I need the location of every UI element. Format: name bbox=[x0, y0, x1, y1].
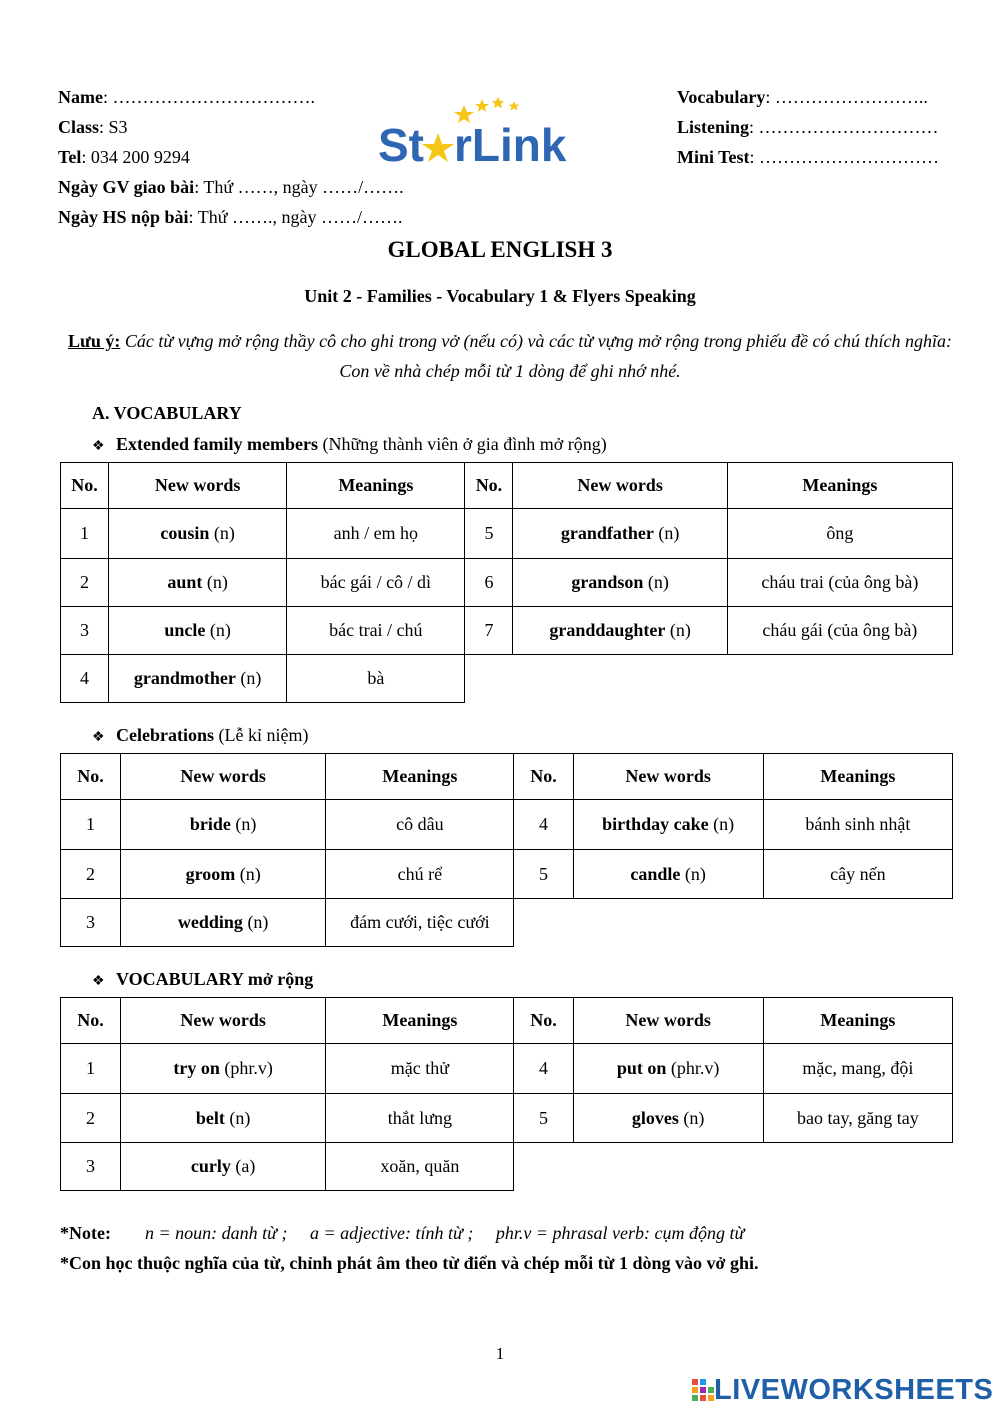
new-word-cell bbox=[109, 509, 287, 559]
row-number: 3 bbox=[61, 607, 109, 655]
header-new-words-left: New words bbox=[121, 754, 326, 800]
meaning-cell: bà bbox=[287, 655, 465, 703]
vocab-table-extended bbox=[60, 997, 953, 1191]
row-number: 1 bbox=[61, 1044, 121, 1094]
header-new-words-left: New words bbox=[109, 463, 287, 509]
meaning-cell: cháu trai (của ông bà) bbox=[727, 559, 952, 607]
section-a-heading: A. VOCABULARY bbox=[92, 403, 242, 423]
word-term: put on bbox=[616, 1058, 667, 1078]
logo-text-st: St bbox=[378, 119, 424, 170]
part-of-speech: (n) bbox=[224, 1107, 251, 1128]
row-number: 7 bbox=[465, 607, 513, 655]
part-of-speech: (n) bbox=[680, 863, 706, 884]
table-row bbox=[61, 899, 953, 947]
table-row bbox=[61, 607, 953, 655]
new-word-cell bbox=[121, 1094, 326, 1143]
row-number: 4 bbox=[514, 800, 573, 850]
liveworksheets-logo-icon bbox=[692, 1377, 714, 1403]
part-of-speech: (n) bbox=[678, 1107, 705, 1128]
word-term: cousin bbox=[160, 523, 210, 543]
empty-cell bbox=[573, 1143, 763, 1191]
new-word-cell bbox=[121, 1143, 326, 1191]
empty-cell bbox=[514, 899, 573, 947]
table-row bbox=[61, 850, 953, 899]
word-term: curly bbox=[190, 1156, 231, 1176]
diamond-bullet-icon: ❖ bbox=[92, 730, 105, 745]
new-word-cell bbox=[513, 559, 727, 607]
empty-cell bbox=[763, 899, 952, 947]
new-word-cell bbox=[109, 559, 287, 607]
header-meanings-right: Meanings bbox=[727, 463, 952, 509]
word-term: aunt bbox=[167, 572, 203, 592]
word-term: groom bbox=[185, 863, 236, 884]
meaning-cell: bác gái / cô / dì bbox=[287, 559, 465, 607]
header-no-right: No. bbox=[514, 998, 573, 1044]
part-of-speech: (n) bbox=[230, 814, 257, 834]
empty-cell bbox=[513, 655, 727, 703]
logo-text-rlink: rLink bbox=[454, 119, 567, 170]
row-number: 4 bbox=[61, 655, 109, 703]
header-meanings-left: Meanings bbox=[326, 754, 514, 800]
word-term: granddaughter bbox=[549, 620, 666, 640]
empty-cell bbox=[465, 655, 513, 703]
table-row bbox=[61, 1044, 953, 1094]
word-term: grandfather bbox=[560, 523, 654, 543]
new-word-cell bbox=[121, 850, 326, 899]
header-no-right: No. bbox=[465, 463, 513, 509]
vocabulary-score-line: Vocabulary: …………………….. bbox=[677, 87, 928, 107]
table2-heading: ❖ Celebrations (Lễ kỉ niệm) bbox=[92, 725, 309, 745]
part-of-speech: (a) bbox=[230, 1156, 256, 1176]
row-number: 5 bbox=[514, 850, 573, 899]
table-row bbox=[61, 509, 953, 559]
new-word-cell bbox=[513, 607, 727, 655]
header-no-left: No. bbox=[61, 998, 121, 1044]
part-of-speech: (n) bbox=[202, 572, 228, 592]
part-of-speech: (n) bbox=[708, 814, 735, 834]
table3-heading: ❖ VOCABULARY mở rộng bbox=[92, 969, 314, 989]
table-row bbox=[61, 559, 953, 607]
header-no-left: No. bbox=[61, 463, 109, 509]
vocab-table-family bbox=[60, 462, 953, 703]
new-word-cell bbox=[573, 850, 763, 899]
word-term: grandson bbox=[571, 572, 644, 592]
new-word-cell bbox=[573, 1094, 763, 1143]
class-line: Class: S3 bbox=[58, 117, 128, 137]
meaning-cell: anh / em họ bbox=[287, 509, 465, 559]
header-new-words-right: New words bbox=[573, 754, 763, 800]
empty-cell bbox=[573, 899, 763, 947]
starlink-logo bbox=[378, 95, 608, 170]
meaning-cell: bánh sinh nhật bbox=[763, 800, 952, 850]
study-instruction: *Con học thuộc nghĩa của từ, chỉnh phát âm theo từ điển và chép mỗi từ 1 dòng vào vở ghi. bbox=[60, 1253, 759, 1273]
meaning-cell: cây nến bbox=[763, 850, 952, 899]
row-number: 1 bbox=[61, 800, 121, 850]
table-row bbox=[61, 655, 953, 703]
submit-date-line: Ngày HS nộp bài: Thứ ……., ngày ……/……. bbox=[58, 207, 403, 227]
part-of-speech: (n) bbox=[235, 863, 261, 884]
listening-score-line: Listening: ………………………… bbox=[677, 117, 939, 137]
new-word-cell bbox=[109, 607, 287, 655]
page-subtitle: Unit 2 - Families - Vocabulary 1 & Flyers Speaking bbox=[304, 286, 696, 306]
row-number: 5 bbox=[465, 509, 513, 559]
new-word-cell bbox=[121, 899, 326, 947]
word-term: grandmother bbox=[133, 668, 236, 688]
table-row bbox=[61, 1094, 953, 1143]
diamond-bullet-icon: ❖ bbox=[92, 974, 105, 989]
header-no-left: No. bbox=[61, 754, 121, 800]
meaning-cell: bao tay, găng tay bbox=[763, 1094, 952, 1143]
row-number: 6 bbox=[465, 559, 513, 607]
new-word-cell bbox=[513, 509, 727, 559]
meaning-cell: cô dâu bbox=[326, 800, 514, 850]
empty-cell bbox=[727, 655, 952, 703]
new-word-cell bbox=[573, 1044, 763, 1094]
word-term: candle bbox=[630, 863, 681, 884]
meaning-cell: mặc thử bbox=[326, 1044, 514, 1094]
new-word-cell bbox=[121, 800, 326, 850]
page-title: GLOBAL ENGLISH 3 bbox=[387, 237, 613, 262]
header-new-words-right: New words bbox=[573, 998, 763, 1044]
row-number: 5 bbox=[514, 1094, 573, 1143]
part-of-speech: (n) bbox=[242, 912, 269, 932]
liveworksheets-watermark: LIVEWORKSHEETS bbox=[692, 1374, 993, 1406]
meaning-cell: bác trai / chú bbox=[287, 607, 465, 655]
meaning-cell: mặc, mang, đội bbox=[763, 1044, 952, 1094]
new-word-cell bbox=[121, 1044, 326, 1094]
new-word-cell bbox=[573, 800, 763, 850]
part-of-speech: (n) bbox=[653, 523, 680, 543]
header-meanings-left: Meanings bbox=[326, 998, 514, 1044]
header-new-words-left: New words bbox=[121, 998, 326, 1044]
row-number: 1 bbox=[61, 509, 109, 559]
meaning-cell: ông bbox=[727, 509, 952, 559]
page-number: 1 bbox=[495, 1344, 505, 1363]
abbreviation-note: *Note: n = noun: danh từ ; a = adjective: tính từ ; phr.v = phrasal verb: cụm động từ bbox=[60, 1223, 745, 1243]
word-term: uncle bbox=[164, 620, 206, 640]
row-number: 4 bbox=[514, 1044, 573, 1094]
empty-cell bbox=[763, 1143, 952, 1191]
table-row bbox=[61, 800, 953, 850]
row-number: 3 bbox=[61, 899, 121, 947]
word-term: gloves bbox=[631, 1107, 679, 1128]
header-meanings-right: Meanings bbox=[763, 754, 952, 800]
table1-heading: ❖ Extended family members (Những thành viên ở gia đình mở rộng) bbox=[92, 434, 607, 454]
new-word-cell bbox=[109, 655, 287, 703]
diamond-bullet-icon: ❖ bbox=[92, 439, 105, 454]
part-of-speech: (n) bbox=[235, 668, 262, 688]
header-new-words-right: New words bbox=[513, 463, 727, 509]
name-line: Name: ……………………………. bbox=[58, 87, 315, 107]
word-term: birthday cake bbox=[602, 814, 709, 834]
assign-date-line: Ngày GV giao bài: Thứ ……, ngày ……/……. bbox=[58, 177, 404, 197]
part-of-speech: (phr.v) bbox=[666, 1058, 720, 1078]
word-term: bride bbox=[189, 814, 231, 834]
part-of-speech: (n) bbox=[205, 620, 231, 640]
row-number: 2 bbox=[61, 559, 109, 607]
row-number: 3 bbox=[61, 1143, 121, 1191]
minitest-score-line: Mini Test: ………………………… bbox=[677, 147, 940, 167]
meaning-cell: thắt lưng bbox=[326, 1094, 514, 1143]
header-no-right: No. bbox=[514, 754, 573, 800]
row-number: 2 bbox=[61, 850, 121, 899]
meaning-cell: cháu gái (của ông bà) bbox=[727, 607, 952, 655]
word-term: try on bbox=[173, 1058, 220, 1078]
top-note: Lưu ý: Các từ vựng mở rộng thầy cô cho ghi trong vở (nếu có) và các từ vựng mở rộng trong phiếu đề có chú thích nghĩa: Con về nhà chép mỗi từ 1 dòng để ghi nhớ nhé. bbox=[68, 331, 952, 381]
part-of-speech: (phr.v) bbox=[219, 1058, 273, 1078]
header-meanings-right: Meanings bbox=[763, 998, 952, 1044]
vocab-table-celebrations bbox=[60, 753, 953, 947]
word-term: belt bbox=[195, 1107, 225, 1128]
part-of-speech: (n) bbox=[643, 572, 669, 592]
row-number: 2 bbox=[61, 1094, 121, 1143]
part-of-speech: (n) bbox=[665, 620, 691, 640]
table-row bbox=[61, 1143, 953, 1191]
part-of-speech: (n) bbox=[209, 523, 235, 543]
empty-cell bbox=[514, 1143, 573, 1191]
meaning-cell: xoăn, quăn bbox=[326, 1143, 514, 1191]
meaning-cell: đám cưới, tiệc cưới bbox=[326, 899, 514, 947]
tel-line: Tel: 034 200 9294 bbox=[58, 147, 190, 167]
word-term: wedding bbox=[177, 912, 243, 932]
meaning-cell: chú rể bbox=[326, 850, 514, 899]
header-meanings-left: Meanings bbox=[287, 463, 465, 509]
